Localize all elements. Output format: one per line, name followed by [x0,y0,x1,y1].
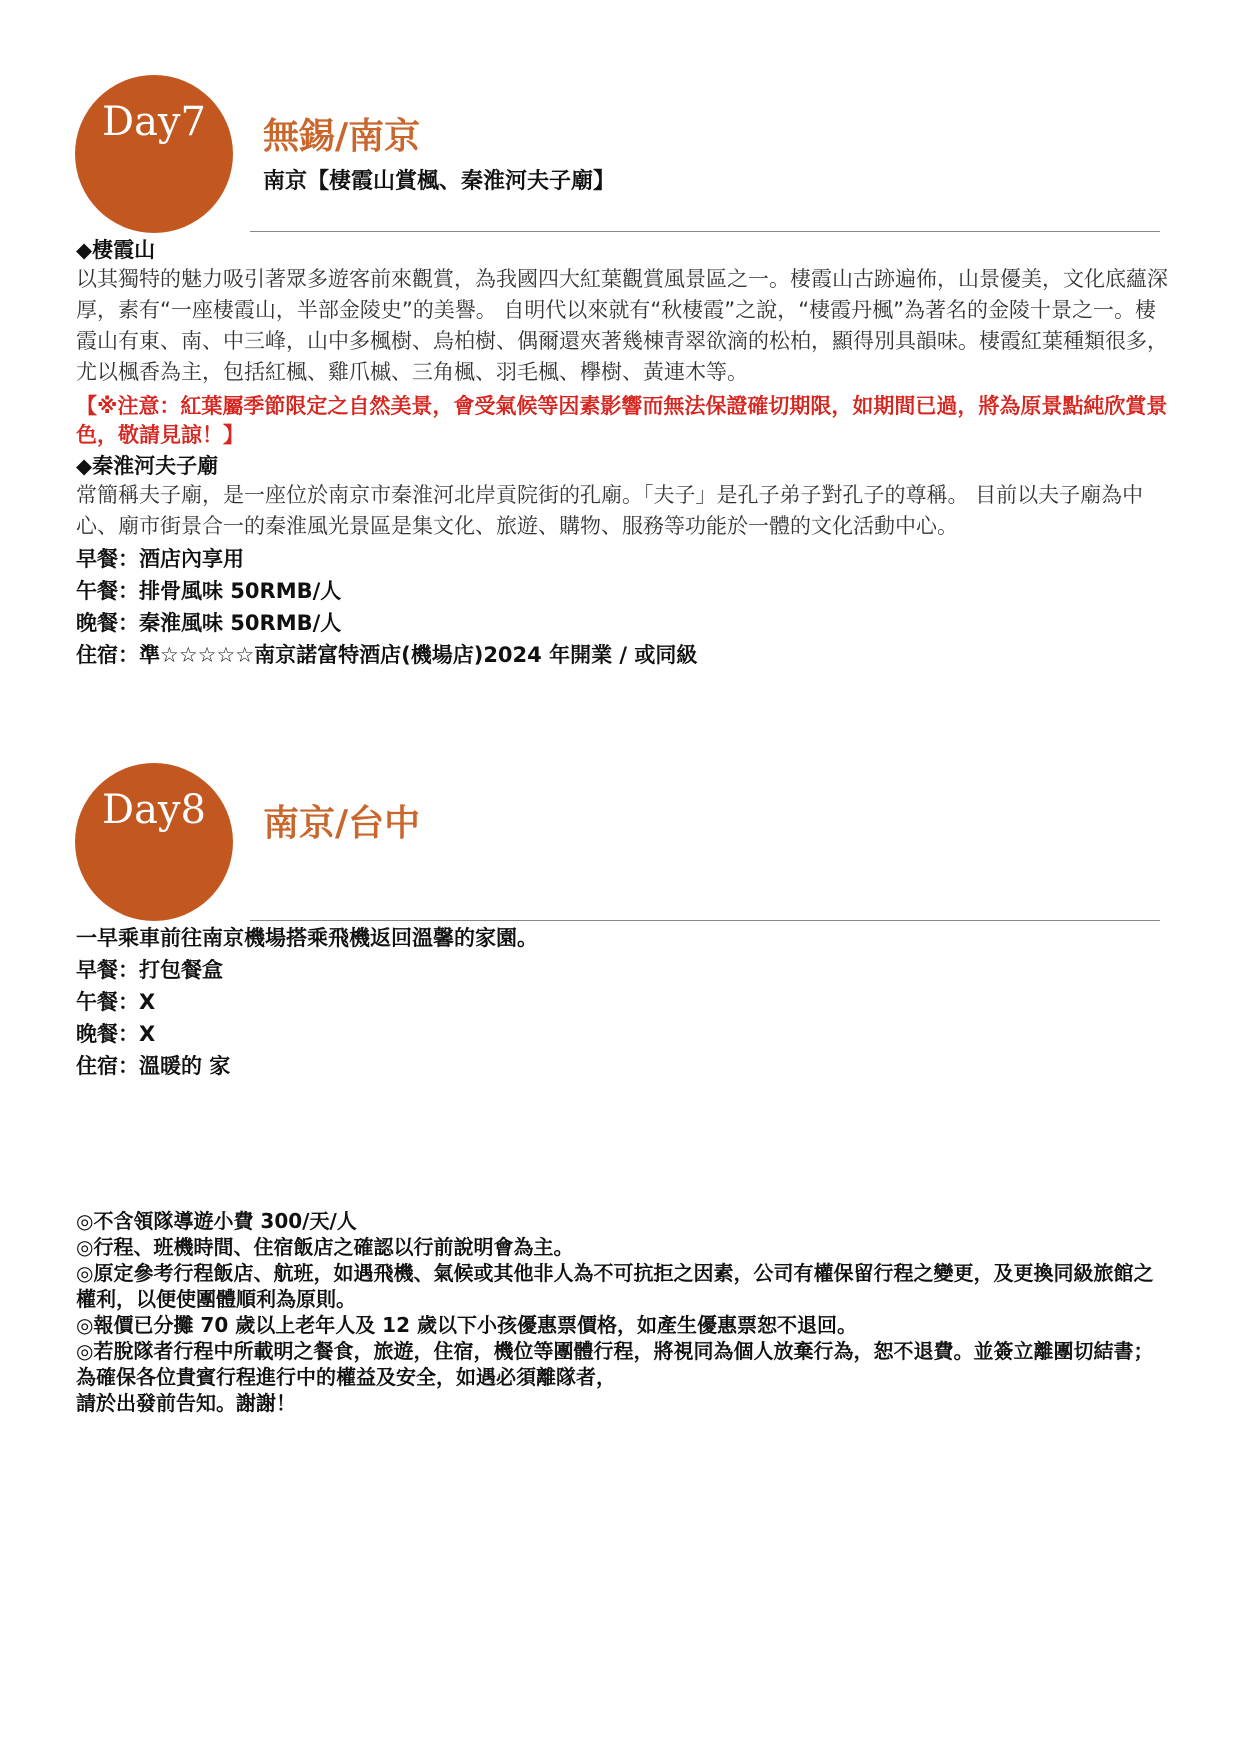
day7-subtitle: 南京【棲霞山賞楓、秦淮河夫子廟】 [263,169,616,194]
section-heading-fuzimiao: ◆秦淮河夫子廟 [76,454,219,478]
day8-description: 一早乘車前往南京機場搭乘飛機返回溫馨的家園。 [76,926,538,950]
day7-divider [250,231,1160,232]
section-text-fuzimiao: 常簡稱夫子廟，是一座位於南京市秦淮河北岸貢院街的孔廟。「夫子」是孔子弟子對孔子的尊稱。 目前以夫子廟為中心、廟市街景合一的秦淮風光景區是集文化、旅遊、購物、服務等功能於一體的文化活動中心。 [76,483,1144,538]
section-text-qixia: 以其獨特的魅力吸引著眾多遊客前來觀賞，為我國四大紅葉觀賞風景區之一。棲霞山古跡遍佈，山景優美，文化底蘊深厚，素有“一座棲霞山，半部金陵史”的美譽。 自明代以來就有“秋棲霞”之說，“棲霞丹楓”為著名的金陵十景之一。棲霞山有東、南、中三峰，山中多楓樹、烏柏樹、偶爾還夾著幾棟青翠欲滴的松柏，顯得別具韻味。棲霞紅葉種類很多，尤以楓香為主，包括紅楓、雞爪槭、三角楓、羽毛楓、欅樹、黃連木等。 [76,267,1168,384]
day8-hotel: 住宿：溫暖的 家 [76,1054,231,1078]
note-item: ◎若脫隊者行程中所載明之餐食，旅遊，住宿，機位等團體行程，將視同為個人放棄行為，恕不退費。並簽立離團切結書；為確保各位貴賓行程進行中的權益及安全，如遇必須離隊者， [76,1339,1154,1389]
note-item: ◎報價已分攤 70 歲以上老年人及 12 歲以下小孩優惠票價格，如產生優惠票恕不退回。 [76,1313,857,1337]
day7-badge-label: Day7 [102,99,206,145]
day7-content [76,236,1170,671]
note-item: ◎行程、班機時間、住宿飯店之確認以行前說明會為主。 [76,1235,574,1259]
section-heading-qixia: ◆棲霞山 [76,238,156,262]
day7-dinner: 晚餐：秦淮風味 50RMB/人 [76,611,342,635]
day8-badge [75,763,233,921]
warning-notice: 【※注意：紅葉屬季節限定之自然美景，會受氣候等因素影響而無法保證確切期限，如期間已過，將為原景點純欣賞景色，敬請見諒！】 [76,394,1168,447]
day8-divider [250,920,1160,921]
note-item: ◎不含領隊導遊小費 300/天/人 [76,1209,357,1233]
notes-section [76,1208,1170,1416]
day7-badge [75,75,233,233]
day7-breakfast: 早餐：酒店內享用 [76,547,244,571]
day8-breakfast: 早餐：打包餐盒 [76,958,223,982]
day8-lunch: 午餐：X [76,990,156,1014]
day7-lunch: 午餐：排骨風味 50RMB/人 [76,579,342,603]
note-item: 請於出發前告知。謝謝！ [76,1391,296,1415]
day7-hotel: 住宿：準☆☆☆☆☆南京諾富特酒店(機場店)2024 年開業 / 或同級 [76,643,698,667]
day8-dinner: 晚餐：X [76,1022,156,1046]
day8-title: 南京/台中 [263,803,421,844]
day8-content [76,922,1170,1082]
note-item: ◎原定參考行程飯店、航班，如遇飛機、氣候或其他非人為不可抗拒之因素，公司有權保留行程之變更，及更換同級旅館之權利，以便使團體順利為原則。 [76,1261,1154,1311]
day8-badge-label: Day8 [102,787,206,833]
day7-title: 無錫/南京 [263,116,421,157]
